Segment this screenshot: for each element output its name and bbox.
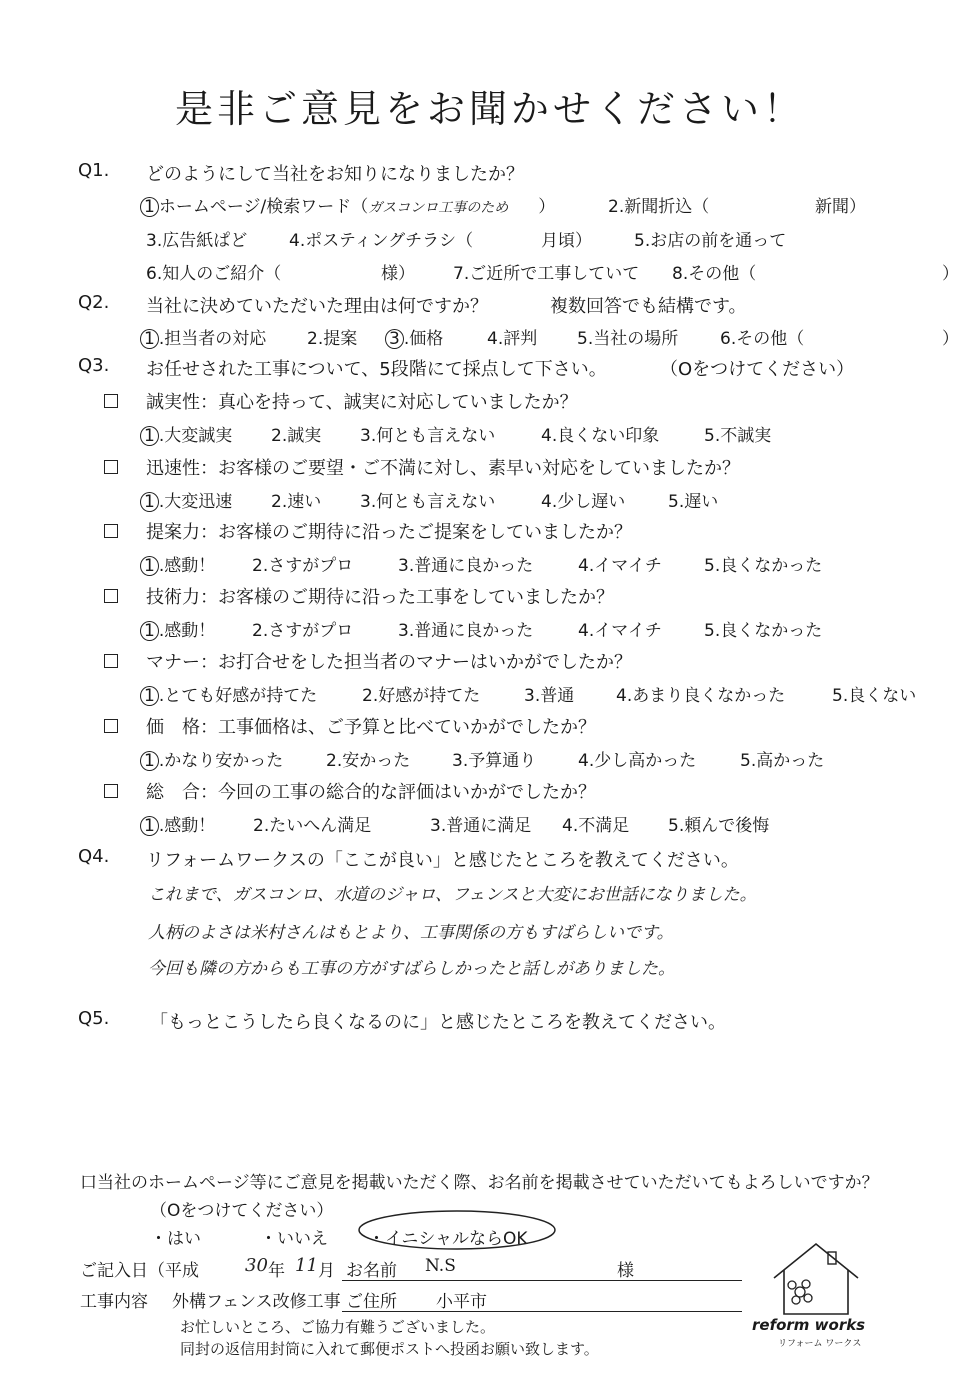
q3-item-question-text: 価 格：工事価格は、ご予算と比べていかがでしたか？ [146,717,596,738]
circled-mark: 1 [140,426,159,446]
q3-item-option-2: 2.さすがプロ [252,621,354,641]
q3-item-option-4: 4.あまり良くなかった [616,686,786,706]
circled-mark: 1 [140,751,159,771]
q3-item-question [104,778,596,804]
q2-number: Q2. [78,292,110,313]
q3-item-question [104,583,614,609]
q3-item-option-2: 2.たいへん満足 [253,816,372,836]
q3-item-option-1: 1 .感動！ [140,811,215,836]
house-logo-icon [766,1240,866,1318]
q1-option-8-end: ） [942,264,959,284]
circled-mark: 3 [385,329,404,349]
q3-item-question-text: 提案力：お客様のご期待に沿ったご提案をしていましたか？ [146,522,632,543]
q3-item-option-4: 4.イマイチ [578,556,662,576]
address-label: ご住所 [346,1292,397,1312]
q3-item-option-1: 1 .かなり安かった [140,746,283,771]
q1-option-6: 6.知人のご紹介（ [146,264,282,284]
consent-no: ・いいえ [260,1229,328,1249]
q3-item-option-3: 3.普通に満足 [430,816,532,836]
q1-option-2: 2.新聞折込（ [608,197,710,217]
name-value: N.S [425,1256,456,1276]
q3-item-question [104,518,632,544]
q3-item-option-1: 1 .感動！ [140,551,215,576]
checkbox-icon[interactable] [104,394,118,408]
date-month-suffix: 月 [318,1261,335,1281]
q3-item-option-2: 2.さすがプロ [252,556,354,576]
page-title: 是非ご意見をお聞かせください！ [174,87,805,131]
circled-mark: 1 [140,492,159,512]
q3-item-option-2: 2.誠実 [271,426,322,446]
q3-item-option-4: 4.不満足 [562,816,630,836]
consent-note: （Oをつけてください） [150,1201,334,1221]
q2-option-2: 2.提案 [307,329,358,349]
date-month: 11 [295,1255,318,1276]
q1-option-8: 8.その他（ [672,264,757,284]
checkbox-icon[interactable] [104,784,118,798]
q1-option-6-end: 様） [381,264,415,284]
q3-item-option-5: 5.頼んで後悔 [668,816,770,836]
q3-item-option-4: 4.良くない印象 [541,426,660,446]
thanks-text: お忙しいところ、ご協力有難うございました。 [180,1318,496,1336]
q3-item-option-1: 1 .大変迅速 [140,487,232,512]
q4-question: リフォームワークスの「ここが良い」と感じたところを教えてください。 [146,850,739,871]
logo-kana: リフォーム ワークス [778,1339,862,1349]
q1-option-3: 3.広告紙ぱど [146,231,248,251]
q3-item-question [104,648,632,674]
q1-option-4-end: 月頃） [541,231,592,251]
q1-number: Q1. [78,160,110,181]
q5-question: 「もっとこうしたら良くなるのに」と感じたところを教えてください。 [150,1012,726,1033]
checkbox-icon[interactable] [104,589,118,603]
q3-item-option-5: 5.遅い [668,492,719,512]
q3-item-option-3: 3.普通に良かった [398,556,534,576]
q3-item-option-4: 4.少し遅い [541,492,626,512]
circled-mark: 1 [140,621,159,641]
q3-item-option-3: 3.普通に良かった [398,621,534,641]
logo-name: reform works [752,1316,866,1334]
q3-item-option-4: 4.少し高かった [578,751,697,771]
q3-item-option-1: 1 .感動！ [140,616,215,641]
q3-item-option-3: 3.何とも言えない [360,426,496,446]
q3-item-option-2: 2.安かった [326,751,411,771]
q2-option-3: 3 .価格 [385,324,443,349]
q3-item-option-1: 1 .とても好感が持てた [140,681,317,706]
q3-item-option-2: 2.好感が持てた [362,686,481,706]
q3-item-option-1: 1 .大変誠実 [140,421,232,446]
q3-item-question-text: 技術力：お客様のご期待に沿った工事をしていましたか？ [146,587,614,608]
q3-item-option-5: 5.高かった [740,751,825,771]
q1-option-2-end: 新聞） [815,197,866,217]
q3-item-question-text: マナー：お打合せをした担当者のマナーはいかがでしたか？ [146,652,632,673]
name-suffix: 様 [617,1261,634,1281]
q3-item-option-3: 3.何とも言えない [360,492,496,512]
q4-answer-line-1: これまで、ガスコンロ、水道のジャロ、フェンスと大変にお世話になりました。 [148,885,757,905]
name-label: お名前 [346,1261,397,1281]
q2-option-4: 4.評判 [487,329,538,349]
instructions-text: 同封の返信用封筒に入れて郵便ポストへ投函お願い致します。 [180,1340,599,1358]
checkbox-icon[interactable] [104,719,118,733]
address-underline [342,1311,742,1312]
work-label: 工事内容 [80,1292,148,1312]
q3-item-option-5: 5.良くなかった [704,621,823,641]
q3-question: お任せされた工事について、5段階にて採点して下さい。 [146,359,607,380]
q3-item-option-5: 5.良くなかった [704,556,823,576]
q2-option-6-end: ） [942,329,959,349]
consent-initial: ・イニシャルならOK [368,1229,528,1249]
handwritten-keyword: ガスコンロ工事のため [368,200,509,216]
q3-number: Q3. [78,355,110,376]
q1-option-1: 1 ホームページ/検索ワード（ガスコンロ工事のため ） [140,192,555,217]
q3-item-option-3: 3.普通 [524,686,575,706]
q2-option-1: 1 .担当者の対応 [140,324,266,349]
q4-number: Q4. [78,846,110,867]
q3-item-option-3: 3.予算通り [452,751,537,771]
checkbox-icon[interactable] [104,524,118,538]
q4-answer-line-3: 今回も隣の方からも工事の方がすばらしかったと話しがありました。 [148,959,675,979]
checkbox-icon[interactable] [104,460,118,474]
date-year-suffix: 年 [268,1261,285,1281]
q3-item-question [104,454,740,480]
q3-item-question-text: 誠実性：真心を持って、誠実に対応していましたか？ [146,392,578,413]
q3-item-question-text: 迅速性：お客様のご要望・ご不満に対し、素早い対応をしていましたか？ [146,458,740,479]
date-label: ご記入日（平成 [80,1261,199,1281]
consent-yes: ・はい [150,1229,201,1249]
q2-option-5: 5.当社の場所 [577,329,679,349]
q2-note: 複数回答でも結構です。 [550,296,747,317]
work-value: 外構フェンス改修工事 [172,1292,341,1312]
q1-option-5: 5.お店の前を通って [634,231,787,251]
q1-question: どのようにして当社をお知りになりましたか？ [146,164,524,185]
q3-item-option-5: 5.不誠実 [704,426,772,446]
circled-mark: 1 [140,686,159,706]
q2-option-6: 6.その他（ [720,329,805,349]
q1-option-7: 7.ご近所で工事していて [453,264,640,284]
q1-option-4: 4.ポスティングチラシ（ [289,231,474,251]
date-year: 30 [245,1255,268,1276]
circled-mark: 1 [140,816,159,836]
address-value: 小平市 [436,1292,487,1312]
consent-circle-mark [355,1206,560,1252]
q3-item-question [104,713,596,739]
circled-mark: 1 [140,329,159,349]
q2-question: 当社に決めていただいた理由は何ですか？ [146,296,488,317]
name-underline [342,1280,742,1281]
q3-item-option-4: 4.イマイチ [578,621,662,641]
q4-answer-line-2: 人柄のよさは米村さんはもとより、工事関係の方もすばらしいです。 [148,923,674,943]
q3-item-question [104,388,578,414]
q3-item-option-2: 2.速い [271,492,322,512]
consent-question: 口当社のホームページ等にご意見を掲載いただく際、お名前を掲載させていただいてもよろしいですか？ [80,1173,879,1193]
q5-number: Q5. [78,1008,110,1029]
q3-item-question-text: 総 合：今回の工事の総合的な評価はいかがでしたか？ [146,782,596,803]
q3-note: （Oをつけてください） [660,359,855,380]
q3-item-option-5: 5.良くない [832,686,917,706]
circled-mark: 1 [140,556,159,576]
circled-mark: 1 [140,197,159,217]
checkbox-icon[interactable] [104,654,118,668]
